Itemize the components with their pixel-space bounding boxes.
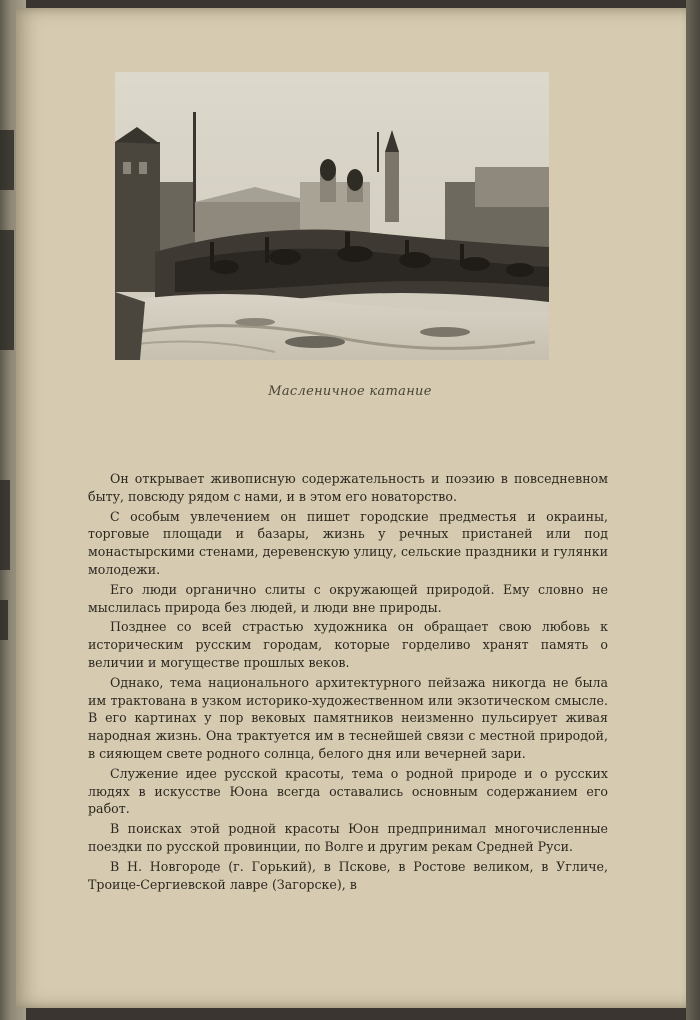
paragraph: С особым увлечением он пишет городские предместья и окраины, торговые площади и базары, жизнь у речных пристаней или под монастырскими стенами, деревенскую улицу, сельские праздники и гулянки молодежи. (88, 508, 608, 577)
winter-fair-painting-icon (115, 72, 549, 360)
paragraph: Он открывает живописную содержательность и поэзию в повседневном быту, повсюду рядом с нами, и в этом его новаторство. (88, 471, 608, 504)
paragraph: В Н. Новгороде (г. Горький), в Пскове, в Ростове великом, в Угличе, Троице-Сергиевской лавре (Загорске), в (88, 858, 608, 892)
page-right-shadow (686, 0, 700, 1020)
paragraph: Однако, тема национального архитектурного пейзажа никогда не была им трактована в узком историко-художественном или экзотическом смысле. В его картинах у пор вековых памятников неизменно пульсирует живая народная жизнь. Она трактуется им в теснейшей связи с местной природой, в сияющем свете родного солнца, белого дня или вечерней зари. (88, 674, 608, 761)
paragraph: Служение идее русской красоты, тема о родной природе и о русских людях в искусстве Юона всегда оставались основным содержанием его работ. (88, 765, 608, 817)
paragraph: В поисках этой родной красоты Юон предпринимал многочисленные поездки по русской провинции, по Волге и другим рекам Средней Руси. (88, 821, 608, 854)
illustration-caption: Масленичное катание (268, 384, 432, 399)
paragraph: Его люди органично слиты с окружающей природой. Ему словно не мыслилась природа без людей, и люди вне природы. (88, 581, 608, 615)
body-text (88, 470, 608, 893)
painting-reproduction (115, 72, 549, 360)
paragraph: Позднее со всей страстью художника он обращает свою любовь к историческим русским городам, которые горделиво хранят память о величии и могуществе прошлых веков. (88, 619, 608, 670)
